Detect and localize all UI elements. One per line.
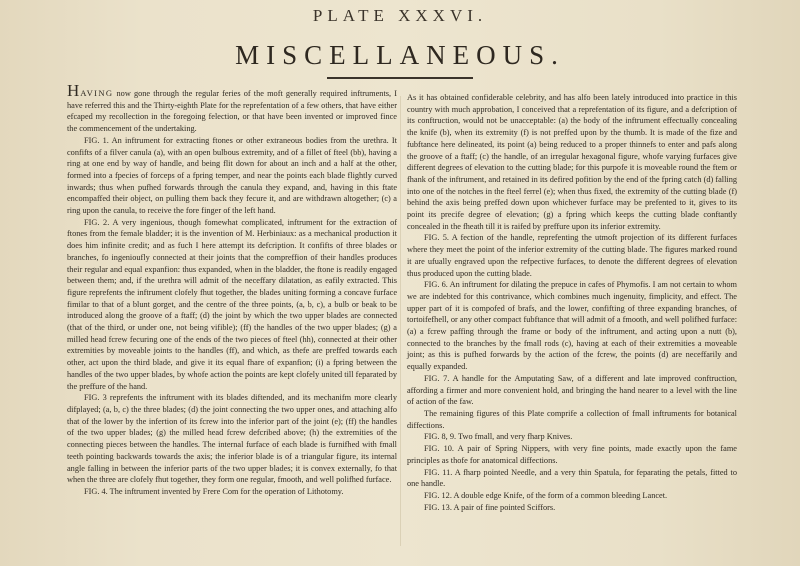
right-column [407, 92, 737, 513]
fig-6-paragraph: FIG. 6. An inftrument for dilating the prepuce in cafes of Phymofis. I am not certain to whom we are indebted for this contrivance, which combines much ingenuity, fimplicity, and effect. The upper part of it is compofed of brafs, and the lower, confifting of three expanding branches, of tortoifefhell, or any other compact fubftance that will admit of a fmooth, and well polifhed furface: (a) a fcrew paffing through the frame or body of the inftrument, and acting upon a nutt (b), connected to the branches by the fmall rods (c), having at each of their extremities a moveable joint; as this is pufhed forwards by the action of the fcrew, the points (d) are neceffarily and equally expanded. [407, 280, 737, 372]
left-column [67, 81, 397, 498]
intro-text: now gone through the regular feries of the moft generally required inftruments, I have referred this and the Thirty-eighth Plate for the reprefentation of a few others, that have either efcaped my recollection in the foregoing felection, or that have been invented or improved fince the commencement of the undertaking. [67, 89, 397, 134]
page-title: MISCELLANEOUS. [235, 40, 565, 70]
fig-5-paragraph: FIG. 5. A fection of the handle, reprefenting the utmoft projection of its different furfaces where they meet the point of the inferior extremity of the cutting blade. The figures marked round it are ufually engraved upon the refpective furfaces, to denote the different degrees of elevation thus produced upon the cutting blade. [407, 233, 737, 278]
fig-11-paragraph: FIG. 11. A fharp pointed Needle, and a very thin Spatula, for feparating the petals, fitted to one handle. [407, 467, 737, 489]
fig-4-paragraph: FIG. 4. The inftrument invented by Frere Com for the operation of Lithotomy. [84, 486, 344, 496]
fig-8-9-paragraph: FIG. 8, 9. Two fmall, and very fharp Knives. [424, 432, 573, 442]
botanical-intro-paragraph: The remaining figures of this Plate comprife a collection of fmall inftruments for botanical diffections. [407, 408, 737, 430]
intro-caps: AVING [80, 88, 114, 98]
fig-4-continued-paragraph: As it has obtained confiderable celebrity, and has alfo been lately introduced into practice in this country with much approbation, I conceived that a reprefentation of its figure, and a defcription of its conftruction, would not be unacceptable: (a) the body of the inftrument effectually concealing the knife (b), when its extremity (f) is not preffed upon by the thumb. It is made of the fize and fubftance here delineated, its point (a) being reduced to a proper thinnefs to enter and pafs along the groove of a ftaff; (c) the handle, of an irregular hexagonal figure, whofe varying furfaces give different degrees of elevation to the cutting blade; for this purpofe it is moveable round the ftem or fhank of the inftrument, and retained in its defired pofition by the end of the fpring catch (d) falling into one of the notches in the fteel ferrel (e); when thus fixed, the extremity of the cutting blade (f) behind the axis being preffed down upon whichever furface may be prefented to it, gives to its point its precife degree of elevation; (g) a fpring which keeps the cutting blade conftantly concealed in the fheath till it is raifed by preffure upon its inferior extremity. [407, 93, 737, 231]
fig-1-paragraph: FIG. 1. An inftrument for extracting ftones or other extraneous bodies from the urethra. It confifts of a filver canula (a), with an open bulbous extremity, and of a fillet of fteel (bb), having a ring at one end by way of handle, and being flit down for about an inch and a half at the other, formed into a fpecies of forceps of a fpring temper, and near the points each blade flightly curved inwards; thus when pufhed forwards through the canula they expand, and, having in this ftate encompaffed their object, on pulling them back they fecure it, and are withdrawn altogether; (c) a ring upon the canula, to receive the fore finger of the left hand. [67, 135, 397, 216]
fig-12-paragraph: FIG. 12. A double edge Knife, of the form of a common bleeding Lancet. [424, 490, 668, 500]
fig-2-paragraph: FIG. 2. A very ingenious, though fomewhat complicated, inftrument for the extraction of ftones from the female bladder; it is the invention of M. Herbiniaux: as a mechanical production it does him infinite credit; and as fuch I here attempt its defcription. It confifts of three blades or branches, fo ingenioufly connected at their joints that the compreffion of their handles produces their regular and equal expanfion: thus expanded, when in the bladder, the ftone is readily engaged between them; and, if the urethra will admit of the neceffary dilatation, as eafily extracted. This figure reprefents the inftrument clofely fhut together, the blades uniting forming a concave furface fimilar to that of a blunt gorget, and the centre of the three points, (a, b, c), a bulb or beak to be introduced along the groove of a ftaff; (d) the joint by which the two upper blades are connected (that of the third, or under one, not being vifible); (ff) the handles of the two upper blades; (g) a milled head fcrew fecuring one of the ends of the two pieces of fteel (hh), connected at their other extremities by moveable joints to the handles (ff), and which, as thefe are preffed towards each other, act upon the third blade, and give it its equal fhare of expanfion; (i) a fpring between the handles of the two upper blades, by whofe action the points are kept clofely united till feparated by the preffure of the hand. [67, 217, 397, 391]
drop-cap: H [67, 81, 81, 100]
fig-13-paragraph: FIG. 13. A pair of fine pointed Sciffors. [424, 502, 556, 512]
fig-3-paragraph: FIG. 3 reprefents the inftrument with its blades diftended, and its mechanifm more clearly difplayed; (a, b, c) the three blades; (d) the joint connecting the two upper ones, and attaching alfo that of the lower by the infertion of its fcrew into the inferior part of the joint (e); (ff) the handles of the two upper blades; (g) the milled head fcrew defcribed above; (h) the extremities of the connecting pieces between the handles. The internal furface of each blade is furnifhed with fmall teeth pointing backwards towards the axis; the inferior blade is of a triangular figure, its internal angle falling in between the inferior parts of the two upper blades; it is convex externally, fo that when the three are clofely fhut together, they form one regular, fmooth, and well polifhed furface. [67, 393, 397, 485]
plate-label: PLATE XXXVI. [312, 6, 488, 25]
title-rule [327, 77, 473, 79]
intro-paragraph [67, 81, 397, 135]
column-divider [400, 96, 401, 546]
fig-10-paragraph: FIG. 10. A pair of Spring Nippers, with very fine points, made exactly upon the fame principles as thofe for anatomical diffections. [407, 444, 737, 465]
fig-7-paragraph: FIG. 7. A handle for the Amputating Saw, of a different and late improved conftruction, affording a firmer and more convenient hold, and bringing the hand nearer to a level with the line of action of the faw. [407, 373, 737, 407]
